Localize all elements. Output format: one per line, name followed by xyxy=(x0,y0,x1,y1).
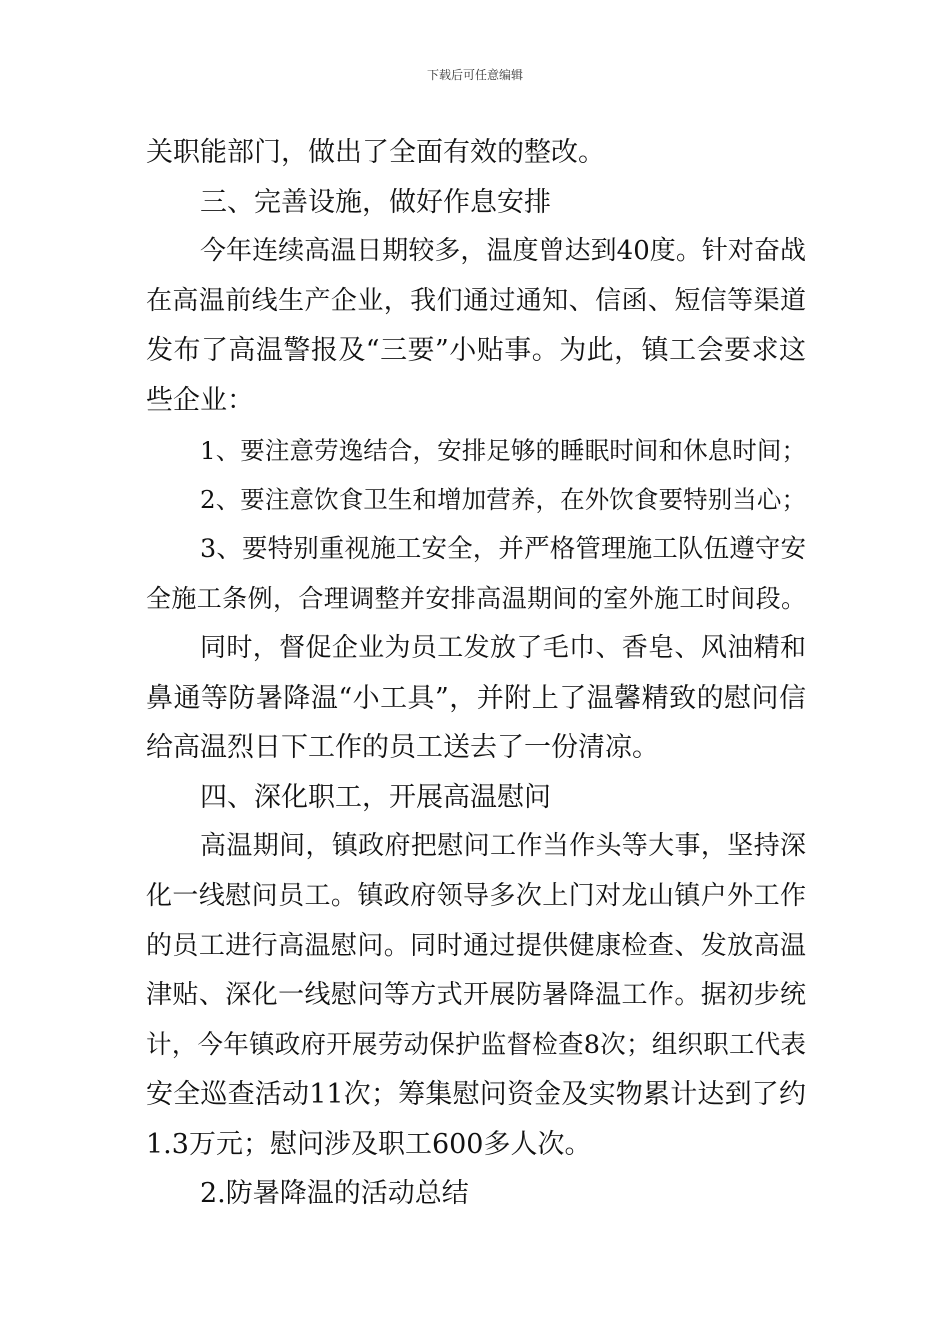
document-body xyxy=(146,128,806,1219)
text-line: 安全巡查活动11次；筹集慰问资金及实物累计达到了约 xyxy=(146,1079,806,1111)
text-line: 化一线慰问员工。镇政府领导多次上门对龙山镇户外工作 xyxy=(146,880,806,911)
text-line: 关职能部门，做出了全面有效的整改。 xyxy=(146,137,605,168)
page-header: 下载后可任意编辑 xyxy=(426,68,523,82)
text-line: 高温期间，镇政府把慰问工作当作头等大事，坚持深 xyxy=(200,831,806,862)
text-line: 全施工条例，合理调整并安排高温期间的室外施工时间段。 xyxy=(146,584,806,614)
text-line: 鼻通等防暑降温“小工具”，并附上了温馨精致的慰问信 xyxy=(146,682,806,714)
text-line: 计，今年镇政府开展劳动保护监督检查8次；组织职工代表 xyxy=(146,1029,806,1060)
text-line: 发布了高温警报及“三要”小贴事。为此，镇工会要求这 xyxy=(146,335,806,367)
text-line: 1.3万元；慰问涉及职工600多人次。 xyxy=(146,1128,592,1160)
text-line: 2、要注意饮食卫生和增加营养，在外饮食要特别当心； xyxy=(200,485,806,515)
text-line: 3、要特别重视施工安全，并严格管理施工队伍遵守安 xyxy=(200,533,806,564)
text-line: 三、完善设施，做好作息安排 xyxy=(200,186,551,218)
text-line: 的员工进行高温慰问。同时通过提供健康检查、发放高温 xyxy=(146,930,806,961)
text-line: 些企业： xyxy=(146,384,254,416)
text-line: 给高温烈日下工作的员工送去了一份清凉。 xyxy=(146,732,659,764)
text-line: 今年连续高温日期较多，温度曾达到40度。针对奋战 xyxy=(200,236,806,267)
text-line: 1、要注意劳逸结合，安排足够的睡眠时间和休息时间； xyxy=(200,435,806,465)
text-line: 四、深化职工，开展高温慰问 xyxy=(200,781,551,813)
text-line: 津贴、深化一线慰问等方式开展防暑降温工作。据初步统 xyxy=(146,980,806,1011)
text-line: 在高温前线生产企业，我们通过通知、信函、短信等渠道 xyxy=(146,285,806,316)
text-line: 同时，督促企业为员工发放了毛巾、香皂、风油精和 xyxy=(200,632,806,663)
text-line: 2.防暑降温的活动总结 xyxy=(200,1178,469,1210)
